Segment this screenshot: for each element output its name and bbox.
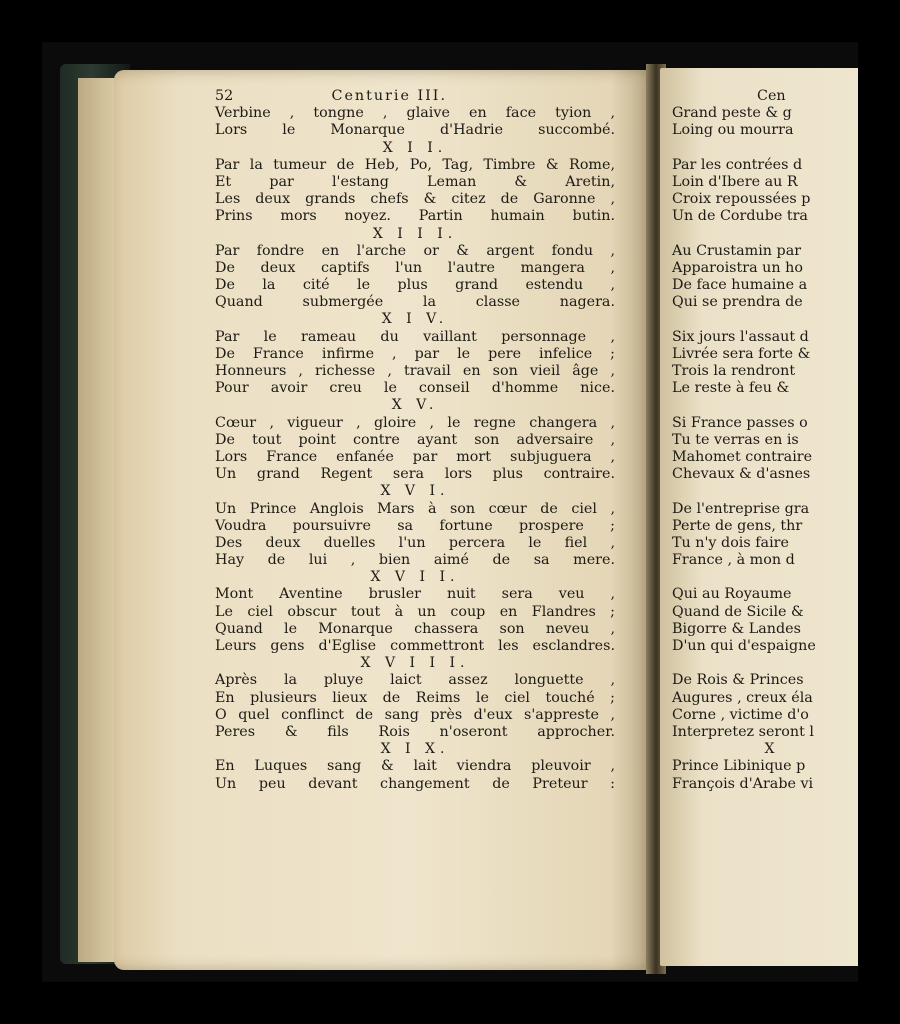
verse-line: De la cité le plus grand estendu ,	[215, 277, 615, 294]
verse-line: Croix repoussées p	[672, 191, 811, 208]
verse-line: Tu n'y dois faire	[672, 534, 789, 551]
verse-line: Lors le Monarque d'Hadrie succombé.	[215, 122, 615, 139]
verse-line: Prins mors noyez. Partin humain butin.	[215, 208, 615, 225]
verse-line: Honneurs , richesse , travail en son vieil âge ,	[215, 363, 615, 380]
verse-line: Augures , creux éla	[672, 689, 813, 706]
verse-line: Loing ou mourra	[672, 122, 794, 139]
page-number: 52	[215, 88, 234, 104]
verse-line: Grand peste & g	[672, 105, 792, 122]
verse-line: Un peu devant changement de Preteur :	[215, 775, 615, 792]
verse-line: Bigorre & Landes	[672, 620, 801, 637]
verse-line: Mont Aventine brusler nuit sera veu ,	[215, 586, 615, 603]
quatrain-gap	[672, 655, 872, 672]
verse-line: Pour avoir creu le conseil d'homme nice.	[215, 380, 615, 397]
verse-line: Quand le Monarque chassera son neveu ,	[215, 620, 615, 637]
verse-line: Verbine , tongne , glaive en face tyion ,	[215, 105, 615, 122]
verse-line: Les deux grands chefs & citez de Garonne ,	[215, 191, 615, 208]
verse-line: Chevaux & d'asnes	[672, 466, 811, 483]
quatrain-gap	[672, 397, 872, 414]
verse-line: O quel conflinct de sang près d'eux s'appreste ,	[215, 706, 615, 723]
quatrain-number: X I V.	[381, 311, 449, 328]
quatrain-gap	[672, 311, 872, 328]
verse-line: Livrée sera forte &	[672, 345, 811, 362]
quatrain-number: X V.	[391, 397, 439, 414]
verse-line: François d'Arabe vi	[672, 775, 814, 792]
verse-line: Mahomet contraire	[672, 448, 813, 465]
verse-line: Perte de gens, thr	[672, 517, 803, 534]
running-head: Centurie III.	[331, 88, 447, 104]
quatrain-number: X I I I.	[372, 225, 458, 242]
verse-line: Leurs gens d'Eglise commettront les esclandres.	[215, 638, 615, 655]
verse-line: Quand de Sicile &	[672, 603, 804, 620]
verse-line: De Rois & Princes	[672, 672, 804, 689]
quatrain-number: X	[764, 741, 780, 758]
verse-line: Quand submergée la classe nagera.	[215, 294, 615, 311]
verse-line: Après la pluye laict assez longuette ,	[215, 672, 615, 689]
verse-line: En Luques sang & lait viendra pleuvoir ,	[215, 758, 615, 775]
verse-line: Qui au Royaume	[672, 586, 792, 603]
verse-line: De France infirme , par le pere infelice ;	[215, 345, 615, 362]
verse-line: Un grand Regent sera lors plus contraire.	[215, 466, 615, 483]
right-running-head: Cen	[757, 88, 786, 104]
verse-line: Si France passes o	[672, 414, 808, 431]
verse-line: Six jours l'assaut d	[672, 328, 809, 345]
verse-line: De face humaine a	[672, 277, 808, 294]
verse-line: Hay de lui , bien aimé de sa mere.	[215, 552, 615, 569]
verse-line: Des deux duelles l'un percera le fiel ,	[215, 534, 615, 551]
right-page-text	[672, 88, 872, 793]
quatrain-number: X V I I.	[370, 569, 460, 586]
verse-line: Par le rameau du vaillant personnage ,	[215, 328, 615, 345]
verse-line: Peres & fils Rois n'oseront approcher.	[215, 723, 615, 740]
quatrain-gap	[672, 140, 872, 157]
verse-line: Un Prince Anglois Mars à son cœur de ciel ,	[215, 500, 615, 517]
verse-line: Et par l'estang Leman & Aretin,	[215, 173, 615, 190]
left-page-text	[215, 88, 615, 793]
quatrain-number: X V I I I.	[360, 655, 470, 672]
verse-line: Loin d'Ibere au R	[672, 173, 798, 190]
quatrain-gap	[672, 483, 872, 500]
verse-line: Tu te verras en is	[672, 431, 799, 448]
verse-line: De tout point contre ayant son adversaire ,	[215, 431, 615, 448]
verse-line: Interpretez seront l	[672, 723, 814, 740]
verse-line: Par les contrées d	[672, 156, 803, 173]
verse-line: D'un qui d'espaigne	[672, 638, 816, 654]
verse-line: Apparoistra un ho	[672, 259, 803, 276]
verse-line: Le ciel obscur tout à un coup en Flandres ;	[215, 603, 615, 620]
verse-line: Par fondre en l'arche or & argent fondu ,	[215, 242, 615, 259]
quatrain-gap	[672, 226, 872, 243]
quatrain-gap	[672, 569, 872, 586]
quatrain-number: X I X.	[380, 741, 450, 758]
verse-line: Cœur , vigueur , gloire , le regne changera ,	[215, 414, 615, 431]
verse-line: Par la tumeur de Heb, Po, Tag, Timbre & Rome,	[215, 156, 615, 173]
verse-line: De l'entreprise gra	[672, 500, 810, 517]
verse-line: Voudra poursuivre sa fortune prospere ;	[215, 517, 615, 534]
quatrain-number: X V I.	[380, 483, 450, 500]
verse-line: France , à mon d	[672, 552, 795, 569]
verse-line: Lors France enfanée par mort subjuguera ,	[215, 448, 615, 465]
verse-line: Corne , victime d'o	[672, 706, 809, 723]
verse-line: Le reste à feu &	[672, 380, 790, 397]
verse-line: De deux captifs l'un l'autre mangera ,	[215, 259, 615, 276]
verse-line: Un de Cordube tra	[672, 208, 808, 225]
verse-line: Prince Libinique p	[672, 758, 806, 775]
left-running-head	[215, 88, 447, 105]
quatrain-number: X I I.	[382, 139, 448, 156]
verse-line: En plusieurs lieux de Reims le ciel touché ;	[215, 689, 615, 706]
verse-line: Trois la rendront	[672, 363, 796, 379]
verse-line: Qui se prendra de	[672, 294, 803, 311]
verse-line: Au Crustamin par	[672, 242, 802, 259]
